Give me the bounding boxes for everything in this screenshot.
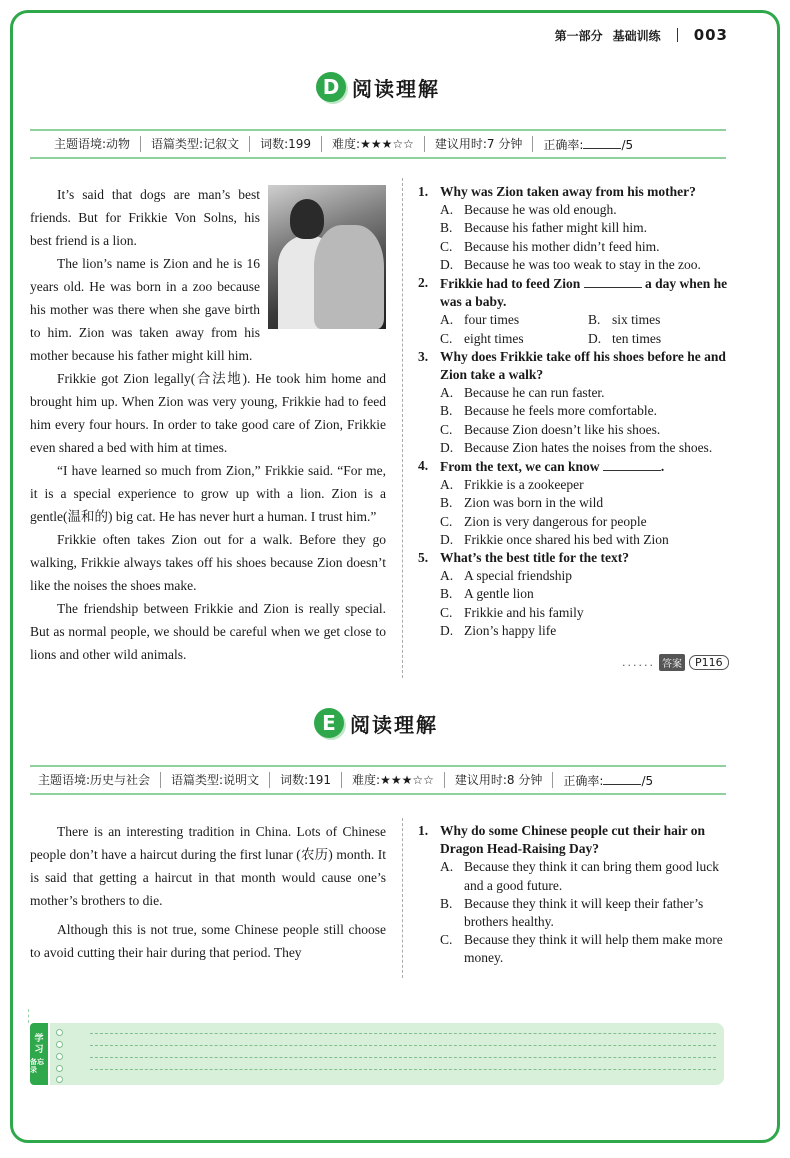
- study-memo-pad[interactable]: [30, 1023, 724, 1085]
- header-divider: [677, 28, 678, 42]
- memo-tab: 学 习 备忘录: [30, 1023, 48, 1085]
- option-a[interactable]: A. Because they think it can bring them good luck and a good future.: [440, 859, 719, 893]
- info-accuracy: 正确率: /5: [553, 771, 663, 789]
- section-e-title: [314, 708, 438, 738]
- info-genre: 语篇类型:说明文: [161, 772, 270, 788]
- question-3: 3. Why does Frikkie take off his shoes before he and Zion take a walk? A. Because he can run faster. B. Because he feels more comfortable. C. Because Zion doesn’t like his shoes. D. Because Zion hates the noises from the shoes.: [418, 348, 728, 457]
- info-words: 词数:191: [270, 772, 342, 788]
- option-c[interactable]: C. Because Zion doesn’t like his shoes.: [440, 421, 661, 437]
- question-1: 1. Why was Zion taken away from his mother? A. Because he was old enough. B. Because his father might kill him. C. Because his mother didn’t feed him. D. Because he was too weak to stay in the zoo.: [418, 183, 728, 274]
- option-a[interactable]: A. Because he was old enough.: [440, 202, 617, 218]
- question-5: 5. What’s the best title for the text? A. A special friendship B. A gentle lion C. Frikkie and his family D. Zion’s happy life: [418, 549, 728, 640]
- info-time: 建议用时:8 分钟: [445, 772, 554, 788]
- info-difficulty: 难度:★★★☆☆: [322, 136, 425, 152]
- option-a[interactable]: A. four times: [440, 312, 520, 328]
- option-c[interactable]: C. eight times: [440, 330, 524, 346]
- page-number: 003: [693, 26, 728, 44]
- page-header: [555, 26, 728, 44]
- section-e-name: 阅读理解: [350, 712, 438, 737]
- option-b[interactable]: B. Because he feels more comfortable.: [440, 403, 658, 419]
- section-e-questions: [418, 822, 724, 968]
- section-d-name: 阅读理解: [352, 76, 440, 101]
- question-2: 2. Frikkie had to feed Zion a day when he was a baby. A. four times B. six times C. eight times D. ten times: [418, 274, 728, 348]
- passage-paragraph: The friendship between Frikkie and Zion is really special. But as normal people, we should be careful when we get close to lions and other wild animals.: [30, 601, 386, 662]
- option-d[interactable]: D. Because he was too weak to stay in the zoo.: [440, 256, 701, 272]
- passage-paragraph: The lion’s name is Zion and he is 16 years old. He was born in a zoo because his mother was there when she gave birth to him. Zion was taken away from his mother because his father might kill him.: [30, 256, 260, 363]
- option-b[interactable]: B. Because they think it will keep their father’s brothers healthy.: [440, 895, 704, 930]
- option-d[interactable]: D. Frikkie once shared his bed with Zion: [440, 531, 669, 547]
- passage-paragraph: It’s said that dogs are man’s best friends. But for Frikkie Von Solns, his best friend is a lion.: [30, 187, 260, 248]
- info-time: 建议用时:7 分钟: [425, 136, 534, 152]
- section-d-infobar: [30, 129, 726, 159]
- info-topic: 主题语境:历史与社会: [30, 772, 161, 788]
- option-b[interactable]: B. A gentle lion: [440, 586, 534, 602]
- section-d-badge: D: [316, 72, 346, 102]
- option-a[interactable]: A. A special friendship: [440, 568, 572, 584]
- option-a[interactable]: A. Because he can run faster.: [440, 385, 605, 401]
- option-a[interactable]: A. Frikkie is a zookeeper: [440, 477, 584, 493]
- header-section: 基础训练: [612, 28, 661, 43]
- column-divider: [402, 818, 403, 978]
- section-d-questions: [418, 183, 728, 640]
- option-d[interactable]: D. Because Zion hates the noises from the shoes.: [440, 439, 713, 455]
- option-b[interactable]: B. six times: [588, 312, 661, 328]
- header-part: 第一部分: [554, 28, 603, 43]
- passage-paragraph: Frikkie got Zion legally(合法地). He took him home and brought him up. When Zion was very young, Frikkie had to feed him every four hours. In order to take good care of Zion, Frikkie even shared a bed with him at times.: [30, 371, 386, 455]
- passage-paragraph: Although this is not true, some Chinese people still choose to avoid cutting their hair during that period. They: [30, 922, 386, 960]
- option-c[interactable]: C. Because they think it will help them make more money.: [440, 932, 723, 966]
- info-difficulty: 难度:★★★☆☆: [342, 772, 445, 788]
- option-b[interactable]: B. Zion was born in the wild: [440, 495, 604, 511]
- option-c[interactable]: C. Because his mother didn’t feed him.: [440, 238, 660, 254]
- section-e-passage: [30, 820, 386, 964]
- section-e-badge: E: [314, 708, 344, 738]
- info-topic: 主题语境:动物: [30, 136, 141, 152]
- option-d[interactable]: D. Zion’s happy life: [440, 622, 557, 638]
- info-words: 词数:199: [250, 136, 322, 152]
- question-1: 1. Why do some Chinese people cut their hair on Dragon Head-Raising Day? A. Because they think it can bring them good luck and a good future. B. Because they think it will keep their father’s brothers healthy. C. Because they think it will help them make more money.: [418, 822, 724, 968]
- option-c[interactable]: C. Frikkie and his family: [440, 604, 584, 620]
- question-4: 4. From the text, we can know . A. Frikkie is a zookeeper B. Zion was born in the wild C. Zion is very dangerous for people D. Frikkie once shared his bed with Zion: [418, 457, 728, 549]
- memo-writing-area[interactable]: [50, 1023, 724, 1085]
- column-divider: [402, 178, 403, 678]
- section-e-infobar: [30, 765, 726, 795]
- answer-blank[interactable]: [603, 457, 661, 471]
- passage-paragraph: “I have learned so much from Zion,” Frikkie said. “For me, it is a special experience to grow up with a lion. Zion is a gentle(温和的) big cat. He has never hurt a human. I trust him.”: [30, 463, 386, 524]
- answer-page: P116: [689, 655, 729, 670]
- section-d-title: [316, 72, 440, 102]
- option-d[interactable]: D. ten times: [588, 330, 662, 346]
- section-d-passage: [30, 183, 386, 666]
- option-c[interactable]: C. Zion is very dangerous for people: [440, 513, 647, 529]
- info-genre: 语篇类型:记叙文: [141, 136, 250, 152]
- answer-reference[interactable]: ...... 答案 P116: [622, 654, 729, 671]
- passage-paragraph: Frikkie often takes Zion out for a walk. Before they go walking, Frikkie always takes off his shoes because Zion doesn’t like the noises the shoes make.: [30, 532, 386, 593]
- answer-tag: 答案: [659, 654, 685, 671]
- info-accuracy: 正确率: /5: [533, 135, 643, 153]
- option-b[interactable]: B. Because his father might kill him.: [440, 220, 647, 236]
- man-with-lion-photo: [268, 185, 386, 329]
- answer-blank[interactable]: [584, 274, 642, 288]
- passage-paragraph: There is an interesting tradition in China. Lots of Chinese people don’t have a haircut during the first lunar (农历) month. It is said that getting a haircut in that month would cause one’s mother’s brothers to die.: [30, 824, 386, 908]
